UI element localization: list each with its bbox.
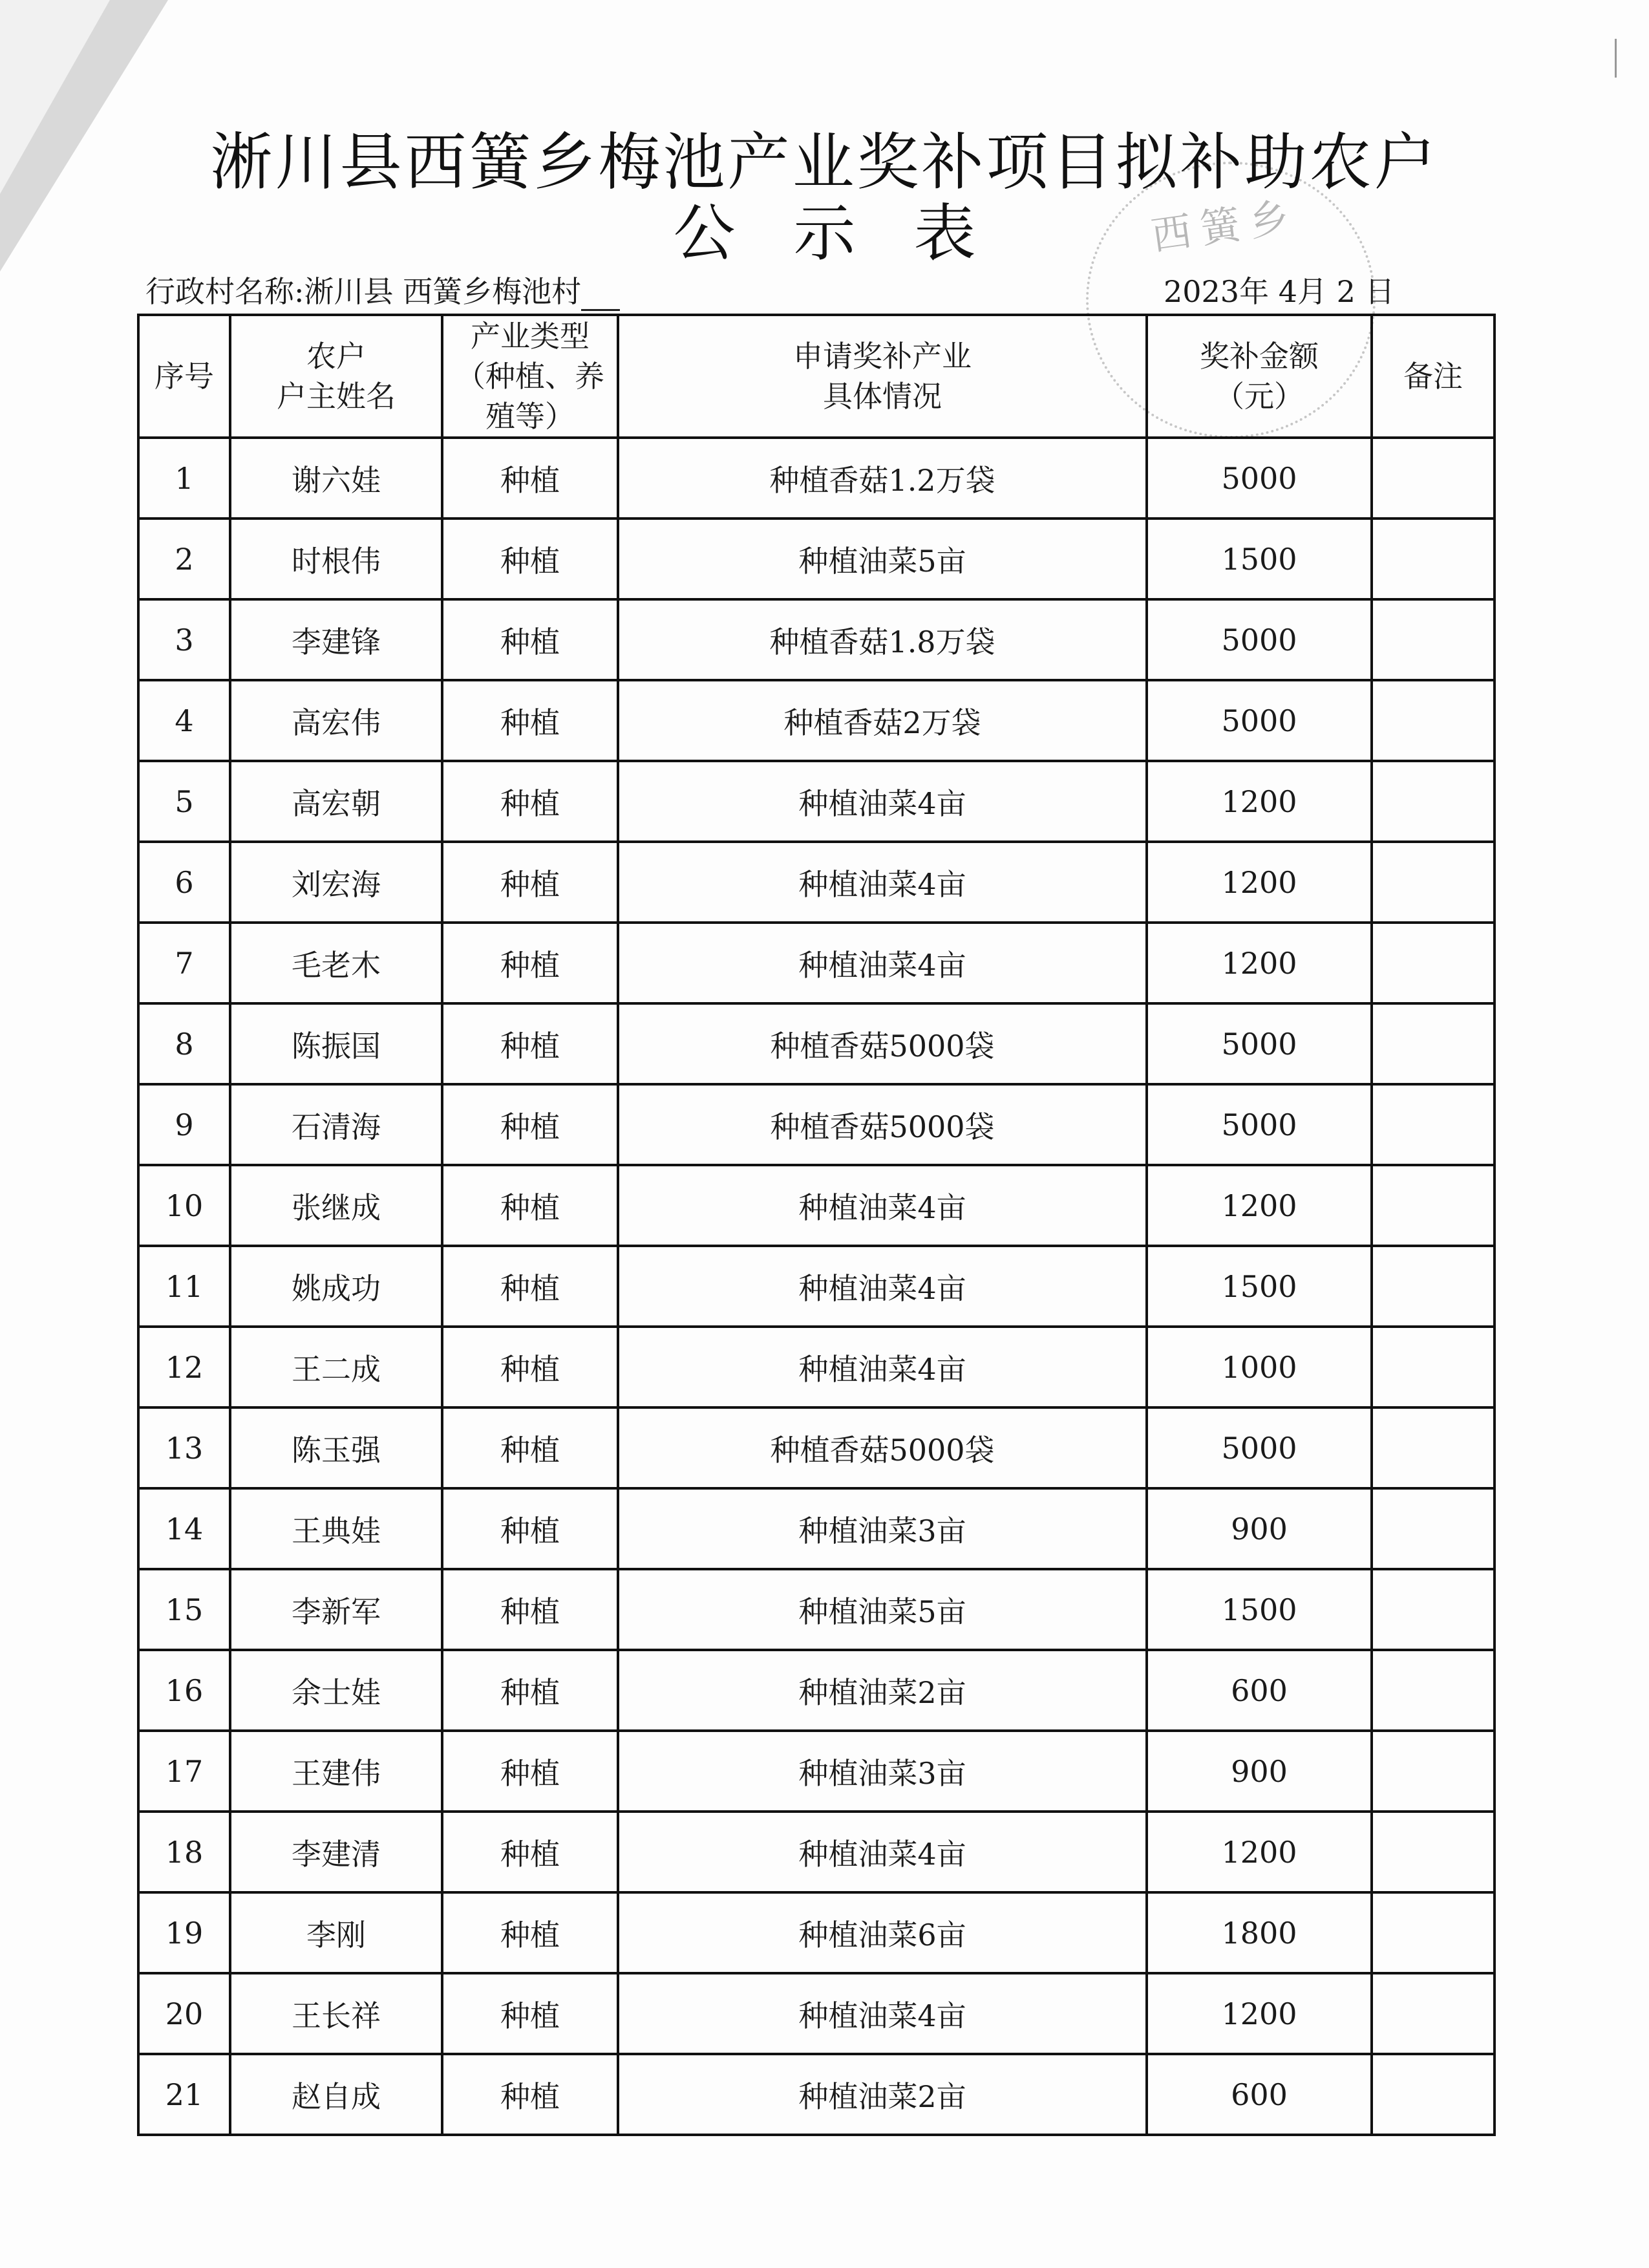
header-industry-type bbox=[442, 315, 618, 438]
cell-serial-no: 12 bbox=[138, 1327, 230, 1407]
cell-household-head: 王典娃 bbox=[230, 1488, 442, 1569]
cell-serial-no: 16 bbox=[138, 1650, 230, 1731]
header-text-line: 户主姓名 bbox=[277, 379, 396, 414]
cell-subsidy-amount: 1200 bbox=[1147, 1165, 1372, 1246]
cell-industry-detail: 种植油菜4亩 bbox=[618, 1246, 1147, 1327]
cell-remarks bbox=[1372, 438, 1495, 519]
cell-industry-detail: 种植油菜4亩 bbox=[618, 923, 1147, 1003]
table-row bbox=[138, 1407, 1495, 1488]
cell-industry-detail: 种植油菜5亩 bbox=[618, 1569, 1147, 1650]
cell-industry-detail: 种植香菇5000袋 bbox=[618, 1407, 1147, 1488]
cell-industry-type: 种植 bbox=[442, 1407, 618, 1488]
table-row bbox=[138, 1650, 1495, 1731]
cell-industry-type: 种植 bbox=[442, 438, 618, 519]
edge-mark bbox=[1615, 39, 1636, 78]
cell-subsidy-amount: 5000 bbox=[1147, 438, 1372, 519]
header-text-line: 具体情况 bbox=[823, 379, 942, 414]
cell-industry-type: 种植 bbox=[442, 1246, 618, 1327]
cell-industry-detail: 种植香菇2万袋 bbox=[618, 680, 1147, 761]
cell-industry-detail: 种植香菇1.2万袋 bbox=[618, 438, 1147, 519]
cell-industry-type: 种植 bbox=[442, 1003, 618, 1084]
cell-serial-no: 20 bbox=[138, 1973, 230, 2054]
cell-industry-detail: 种植油菜4亩 bbox=[618, 761, 1147, 842]
cell-household-head: 刘宏海 bbox=[230, 842, 442, 923]
cell-subsidy-amount: 5000 bbox=[1147, 1084, 1372, 1165]
table-row bbox=[138, 1892, 1495, 1973]
cell-industry-detail: 种植油菜3亩 bbox=[618, 1731, 1147, 1812]
table-row bbox=[138, 1973, 1495, 2054]
header-text-line: 殖等） bbox=[485, 399, 575, 434]
cell-subsidy-amount: 5000 bbox=[1147, 1003, 1372, 1084]
cell-serial-no: 1 bbox=[138, 438, 230, 519]
cell-subsidy-amount: 1500 bbox=[1147, 1246, 1372, 1327]
table-row bbox=[138, 438, 1495, 519]
table-row bbox=[138, 1246, 1495, 1327]
cell-subsidy-amount: 1200 bbox=[1147, 1973, 1372, 2054]
cell-remarks bbox=[1372, 1569, 1495, 1650]
table-row bbox=[138, 1003, 1495, 1084]
cell-serial-no: 2 bbox=[138, 519, 230, 599]
cell-serial-no: 18 bbox=[138, 1812, 230, 1892]
header-text-line: 备注 bbox=[1403, 359, 1463, 394]
table-row bbox=[138, 519, 1495, 599]
cell-remarks bbox=[1372, 761, 1495, 842]
cell-industry-type: 种植 bbox=[442, 680, 618, 761]
cell-household-head: 李建清 bbox=[230, 1812, 442, 1892]
cell-remarks bbox=[1372, 680, 1495, 761]
cell-remarks bbox=[1372, 1327, 1495, 1407]
cell-industry-type: 种植 bbox=[442, 1084, 618, 1165]
cell-industry-type: 种植 bbox=[442, 2054, 618, 2135]
subsidy-table bbox=[137, 314, 1496, 2136]
cell-industry-detail: 种植香菇5000袋 bbox=[618, 1003, 1147, 1084]
cell-household-head: 王长祥 bbox=[230, 1973, 442, 2054]
header-remarks bbox=[1372, 315, 1495, 438]
header-text-line: 序号 bbox=[154, 359, 214, 394]
cell-industry-detail: 种植油菜4亩 bbox=[618, 842, 1147, 923]
cell-remarks bbox=[1372, 2054, 1495, 2135]
cell-remarks bbox=[1372, 1973, 1495, 2054]
cell-industry-type: 种植 bbox=[442, 1892, 618, 1973]
cell-remarks bbox=[1372, 1812, 1495, 1892]
cell-industry-type: 种植 bbox=[442, 923, 618, 1003]
header-serial-no bbox=[138, 315, 230, 438]
header-text-line: （元） bbox=[1215, 379, 1304, 414]
cell-subsidy-amount: 5000 bbox=[1147, 599, 1372, 680]
cell-industry-type: 种植 bbox=[442, 1812, 618, 1892]
cell-remarks bbox=[1372, 519, 1495, 599]
cell-subsidy-amount: 1200 bbox=[1147, 761, 1372, 842]
header-text-line: 产业类型 bbox=[471, 319, 590, 354]
cell-remarks bbox=[1372, 842, 1495, 923]
cell-industry-detail: 种植油菜5亩 bbox=[618, 519, 1147, 599]
cell-serial-no: 7 bbox=[138, 923, 230, 1003]
cell-subsidy-amount: 1800 bbox=[1147, 1892, 1372, 1973]
table-row bbox=[138, 761, 1495, 842]
cell-industry-detail: 种植油菜4亩 bbox=[618, 1973, 1147, 2054]
cell-industry-detail: 种植香菇5000袋 bbox=[618, 1084, 1147, 1165]
cell-industry-detail: 种植油菜4亩 bbox=[618, 1165, 1147, 1246]
cell-industry-detail: 种植油菜2亩 bbox=[618, 2054, 1147, 2135]
table-row bbox=[138, 923, 1495, 1003]
table-row bbox=[138, 1812, 1495, 1892]
cell-serial-no: 3 bbox=[138, 599, 230, 680]
table-row bbox=[138, 1084, 1495, 1165]
table-row bbox=[138, 599, 1495, 680]
cell-household-head: 余士娃 bbox=[230, 1650, 442, 1731]
cell-subsidy-amount: 5000 bbox=[1147, 680, 1372, 761]
document-date: 2023年 4月 2 日 bbox=[1164, 274, 1395, 309]
cell-household-head: 李刚 bbox=[230, 1892, 442, 1973]
cell-serial-no: 21 bbox=[138, 2054, 230, 2135]
cell-serial-no: 4 bbox=[138, 680, 230, 761]
cell-industry-type: 种植 bbox=[442, 599, 618, 680]
cell-remarks bbox=[1372, 923, 1495, 1003]
cell-remarks bbox=[1372, 1650, 1495, 1731]
cell-household-head: 张继成 bbox=[230, 1165, 442, 1246]
cell-household-head: 王建伟 bbox=[230, 1731, 442, 1812]
cell-household-head: 高宏朝 bbox=[230, 761, 442, 842]
cell-industry-detail: 种植油菜4亩 bbox=[618, 1327, 1147, 1407]
cell-remarks bbox=[1372, 1165, 1495, 1246]
cell-subsidy-amount: 1200 bbox=[1147, 1812, 1372, 1892]
cell-industry-detail: 种植油菜3亩 bbox=[618, 1488, 1147, 1569]
seal-text: 西簧乡 bbox=[1148, 192, 1301, 260]
cell-serial-no: 15 bbox=[138, 1569, 230, 1650]
cell-subsidy-amount: 1500 bbox=[1147, 519, 1372, 599]
cell-household-head: 王二成 bbox=[230, 1327, 442, 1407]
cell-subsidy-amount: 900 bbox=[1147, 1488, 1372, 1569]
cell-serial-no: 6 bbox=[138, 842, 230, 923]
header-text-line: 申请奖补产业 bbox=[793, 339, 972, 374]
cell-remarks bbox=[1372, 1407, 1495, 1488]
village-name-text: 行政村名称:淅川县 西簧乡梅池村 bbox=[145, 274, 582, 309]
cell-industry-type: 种植 bbox=[442, 1973, 618, 2054]
village-name-label bbox=[145, 268, 620, 311]
cell-household-head: 赵自成 bbox=[230, 2054, 442, 2135]
cell-serial-no: 11 bbox=[138, 1246, 230, 1327]
cell-serial-no: 9 bbox=[138, 1084, 230, 1165]
cell-household-head: 时根伟 bbox=[230, 519, 442, 599]
cell-subsidy-amount: 1200 bbox=[1147, 923, 1372, 1003]
cell-industry-detail: 种植香菇1.8万袋 bbox=[618, 599, 1147, 680]
blank-underline bbox=[581, 283, 620, 311]
cell-serial-no: 8 bbox=[138, 1003, 230, 1084]
cell-industry-type: 种植 bbox=[442, 761, 618, 842]
cell-remarks bbox=[1372, 1003, 1495, 1084]
cell-household-head: 石清海 bbox=[230, 1084, 442, 1165]
cell-subsidy-amount: 1500 bbox=[1147, 1569, 1372, 1650]
cell-serial-no: 14 bbox=[138, 1488, 230, 1569]
cell-subsidy-amount: 1200 bbox=[1147, 842, 1372, 923]
cell-household-head: 李建锋 bbox=[230, 599, 442, 680]
table-row bbox=[138, 1731, 1495, 1812]
table-row bbox=[138, 1327, 1495, 1407]
cell-subsidy-amount: 900 bbox=[1147, 1731, 1372, 1812]
cell-serial-no: 19 bbox=[138, 1892, 230, 1973]
document-title: 淅川县西簧乡梅池产业奖补项目拟补助农户 bbox=[210, 126, 1439, 198]
cell-household-head: 谢六娃 bbox=[230, 438, 442, 519]
cell-industry-detail: 种植油菜6亩 bbox=[618, 1892, 1147, 1973]
cell-industry-type: 种植 bbox=[442, 1569, 618, 1650]
cell-household-head: 毛老木 bbox=[230, 923, 442, 1003]
table-row bbox=[138, 2054, 1495, 2135]
header-industry-detail bbox=[618, 315, 1147, 438]
table-body bbox=[138, 438, 1495, 2135]
cell-household-head: 姚成功 bbox=[230, 1246, 442, 1327]
cell-household-head: 陈振国 bbox=[230, 1003, 442, 1084]
cell-household-head: 高宏伟 bbox=[230, 680, 442, 761]
header-subsidy-amount bbox=[1147, 315, 1372, 438]
cell-remarks bbox=[1372, 1084, 1495, 1165]
cell-industry-type: 种植 bbox=[442, 1327, 618, 1407]
table-header-row bbox=[138, 315, 1495, 438]
header-text-line: 农户 bbox=[306, 339, 366, 374]
cell-subsidy-amount: 600 bbox=[1147, 1650, 1372, 1731]
cell-subsidy-amount: 5000 bbox=[1147, 1407, 1372, 1488]
table-row bbox=[138, 1488, 1495, 1569]
cell-remarks bbox=[1372, 599, 1495, 680]
cell-remarks bbox=[1372, 1246, 1495, 1327]
cell-serial-no: 10 bbox=[138, 1165, 230, 1246]
cell-remarks bbox=[1372, 1892, 1495, 1973]
cell-serial-no: 5 bbox=[138, 761, 230, 842]
cell-industry-type: 种植 bbox=[442, 842, 618, 923]
table-row bbox=[138, 1569, 1495, 1650]
cell-industry-type: 种植 bbox=[442, 1650, 618, 1731]
cell-serial-no: 13 bbox=[138, 1407, 230, 1488]
cell-remarks bbox=[1372, 1731, 1495, 1812]
cell-subsidy-amount: 600 bbox=[1147, 2054, 1372, 2135]
cell-industry-type: 种植 bbox=[442, 1165, 618, 1246]
table-row bbox=[138, 842, 1495, 923]
cell-household-head: 李新军 bbox=[230, 1569, 442, 1650]
cell-industry-detail: 种植油菜2亩 bbox=[618, 1650, 1147, 1731]
header-household-head bbox=[230, 315, 442, 438]
cell-industry-type: 种植 bbox=[442, 1731, 618, 1812]
document-subtitle: 公示表 bbox=[673, 197, 1034, 270]
cell-serial-no: 17 bbox=[138, 1731, 230, 1812]
table-row bbox=[138, 680, 1495, 761]
table-row bbox=[138, 1165, 1495, 1246]
cell-household-head: 陈玉强 bbox=[230, 1407, 442, 1488]
cell-remarks bbox=[1372, 1488, 1495, 1569]
cell-industry-detail: 种植油菜4亩 bbox=[618, 1812, 1147, 1892]
cell-industry-type: 种植 bbox=[442, 519, 618, 599]
cell-subsidy-amount: 1000 bbox=[1147, 1327, 1372, 1407]
header-text-line: （种植、养 bbox=[456, 359, 604, 394]
header-text-line: 奖补金额 bbox=[1200, 339, 1319, 374]
cell-industry-type: 种植 bbox=[442, 1488, 618, 1569]
